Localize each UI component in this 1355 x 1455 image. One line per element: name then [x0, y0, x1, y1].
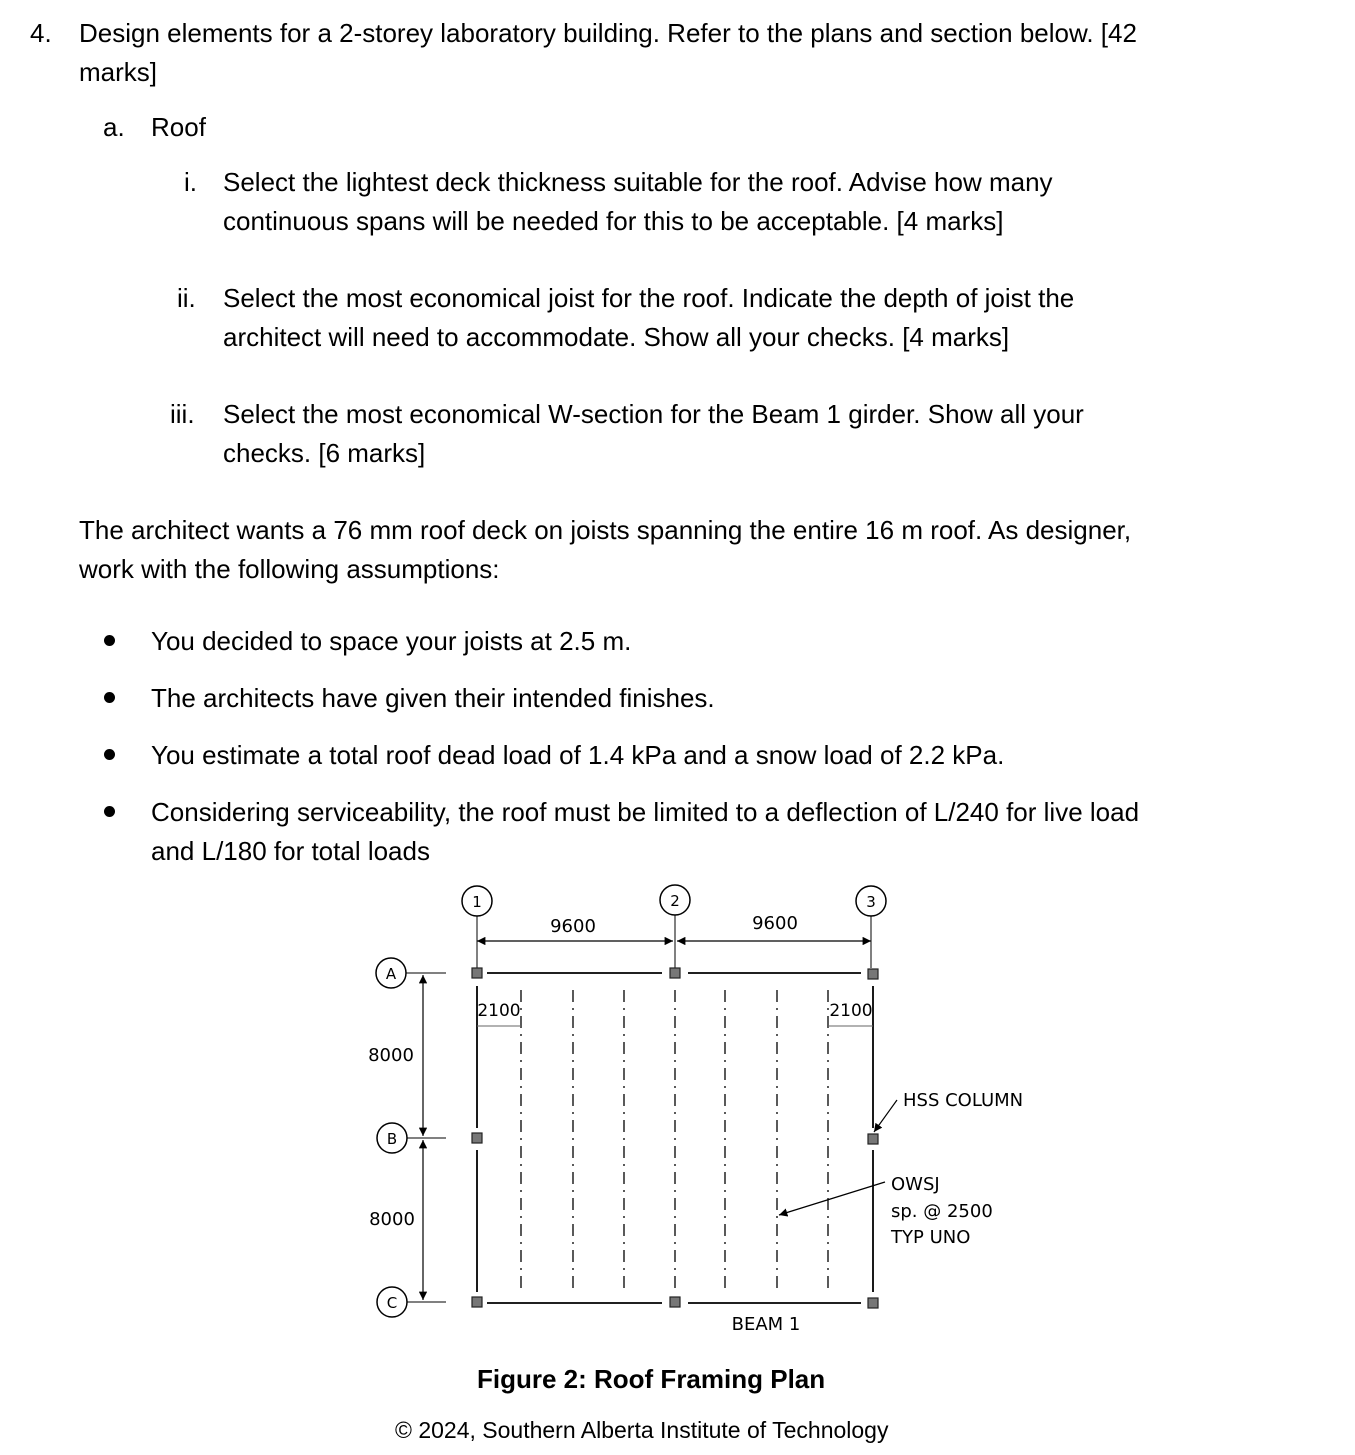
grid-label-A: A — [385, 965, 397, 983]
grid-bubble-3 — [856, 886, 886, 916]
intro-line1: The architect wants a 76 mm roof deck on joists spanning the entire 16 m roof. As designer, — [79, 515, 1132, 545]
grid-label-C: C — [386, 1294, 398, 1312]
item-ii-line2: architect will need to accommodate. Show all your checks. [4 marks] — [223, 322, 1010, 352]
grid-bubble-C — [377, 1287, 407, 1317]
label-owsj-3: TYP UNO — [891, 1227, 971, 1248]
grid-label-1: 1 — [472, 893, 482, 911]
grid-label-3: 3 — [866, 893, 876, 911]
item-i-line2: continuous spans will be needed for this to be acceptable. [4 marks] — [223, 206, 1004, 236]
copyright: © 2024, Southern Alberta Institute of Technology — [395, 1417, 889, 1443]
grid-bubble-1 — [462, 886, 492, 916]
joist-lines — [521, 990, 828, 1290]
edge-dim-right: 2100 — [829, 1001, 873, 1021]
assumption-2: The architects have given their intended finishes. — [151, 683, 715, 713]
question-text-line1: Design elements for a 2-storey laboratory building. Refer to the plans and section below. [42 — [79, 18, 1137, 48]
grid-label-2: 2 — [670, 892, 680, 910]
item-iii-numeral: iii. — [170, 399, 195, 429]
question-number: 4. — [30, 18, 52, 48]
item-i-line1: Select the lightest deck thickness suitable for the roof. Advise how many — [223, 167, 1053, 197]
dim-left-1: 8000 — [368, 1045, 414, 1066]
part-a-title: Roof — [151, 112, 206, 142]
edge-dim-left: 2100 — [477, 1001, 521, 1021]
label-owsj-1: OWSJ — [891, 1174, 940, 1195]
grid-bubble-2 — [660, 885, 690, 915]
figure-caption: Figure 2: Roof Framing Plan — [477, 1364, 826, 1394]
intro-line2: work with the following assumptions: — [79, 554, 500, 584]
label-beam-1: BEAM 1 — [731, 1314, 801, 1335]
dim-left-2: 8000 — [369, 1209, 415, 1230]
grid-bubble-B — [377, 1123, 407, 1153]
assumption-1: You decided to space your joists at 2.5 m. — [151, 626, 632, 656]
dim-top-1: 9600 — [550, 916, 596, 937]
item-ii-numeral: ii. — [177, 283, 196, 313]
dim-top-2: 9600 — [752, 913, 798, 934]
item-i-numeral: i. — [184, 167, 197, 197]
item-ii-line1: Select the most economical joist for the roof. Indicate the depth of joist the — [223, 283, 1075, 313]
grid-label-B: B — [386, 1130, 398, 1148]
label-owsj-2: sp. @ 2500 — [891, 1201, 993, 1222]
assumption-4-line2: and L/180 for total loads — [151, 836, 430, 866]
item-iii-line2: checks. [6 marks] — [223, 438, 426, 468]
assumption-4-line1: Considering serviceability, the roof must be limited to a deflection of L/240 for live load — [151, 797, 1140, 827]
assumption-3: You estimate a total roof dead load of 1.4 kPa and a snow load of 2.2 kPa. — [151, 740, 1005, 770]
part-a-letter: a. — [103, 112, 125, 142]
item-iii-line1: Select the most economical W-section for the Beam 1 girder. Show all your — [223, 399, 1084, 429]
question-text-line2: marks] — [79, 57, 157, 87]
label-hss-column: HSS COLUMN — [903, 1090, 1024, 1111]
grid-bubble-A — [376, 958, 406, 988]
